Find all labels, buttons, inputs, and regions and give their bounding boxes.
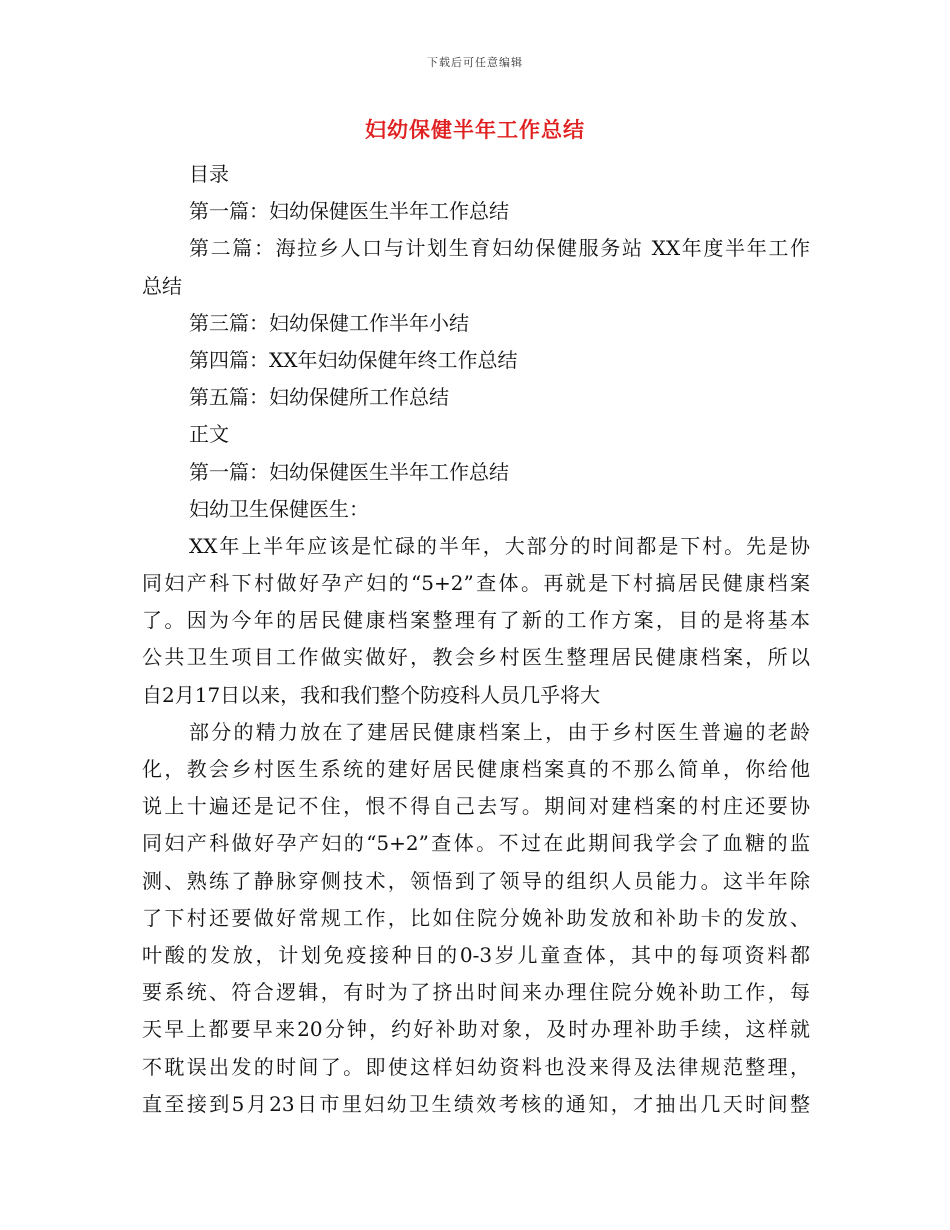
text-line: 公共卫生项目工作做实做好，教会乡村医生整理居民健康档案，所以 [142,645,810,670]
text-line: 第五篇：妇幼保健所工作总结 [189,385,449,410]
text-line: 第二篇：海拉乡人口与计划生育妇幼保健服务站 XX年度半年工作 [189,236,810,261]
text-line: 正文 [189,422,229,447]
text-line: 天早上都要早来20分钟，约好补助对象，及时办理补助手续，这样就 [142,1017,810,1042]
text-line: 第四篇：XX年妇幼保健年终工作总结 [189,347,518,372]
text-line: 第一篇：妇幼保健医生半年工作总结 [189,459,509,484]
text-line: 总结 [142,273,182,298]
text-line: 不耽误出发的时间了。即使这样妇幼资料也没来得及法律规范整理， [142,1054,810,1079]
text-line: 同妇产科下村做好孕产妇的“5+2”查体。再就是下村搞居民健康档案 [142,571,810,596]
text-line: 说上十遍还是记不住，恨不得自己去写。期间对建档案的村庄还要协 [142,794,810,819]
text-line: 第一篇：妇幼保健医生半年工作总结 [189,199,509,224]
document-body [142,156,810,1123]
header-note: 下载后可任意编辑 [427,56,523,69]
text-line: 了下村还要做好常规工作，比如住院分娩补助发放和补助卡的发放、 [142,905,810,930]
text-line: 第三篇：妇幼保健工作半年小结 [189,310,469,335]
text-line: 叶酸的发放，计划免疫接种日的0-3岁儿童查体，其中的每项资料都 [142,942,810,967]
text-line: 化，教会乡村医生系统的建好居民健康档案真的不那么简单，你给他 [142,757,810,781]
text-line: 目录 [189,162,229,186]
text-line: XX年上半年应该是忙碌的半年，大部分的时间都是下村。先是协 [189,533,810,558]
text-line: 自2月17日以来，我和我们整个防疫科人员几乎将大 [142,682,601,707]
text-line: 了。因为今年的居民健康档案整理有了新的工作方案，目的是将基本 [142,608,810,633]
text-line: 直至接到5月23日市里妇幼卫生绩效考核的通知，才抽出几天时间整 [142,1091,810,1116]
text-line: 要系统、符合逻辑，有时为了挤出时间来办理住院分娩补助工作，每 [142,980,810,1005]
text-line: 同妇产科做好孕产妇的“5+2”查体。不过在此期间我学会了血糖的监 [142,831,810,856]
document-title: 妇幼保健半年工作总结 [365,118,585,142]
text-line: 测、熟练了静脉穿侧技术，领悟到了领导的组织人员能力。这半年除 [142,868,810,893]
text-line: 妇幼卫生保健医生： [189,496,369,521]
text-line: 部分的精力放在了建居民健康档案上，由于乡村医生普遍的老龄 [189,719,810,744]
